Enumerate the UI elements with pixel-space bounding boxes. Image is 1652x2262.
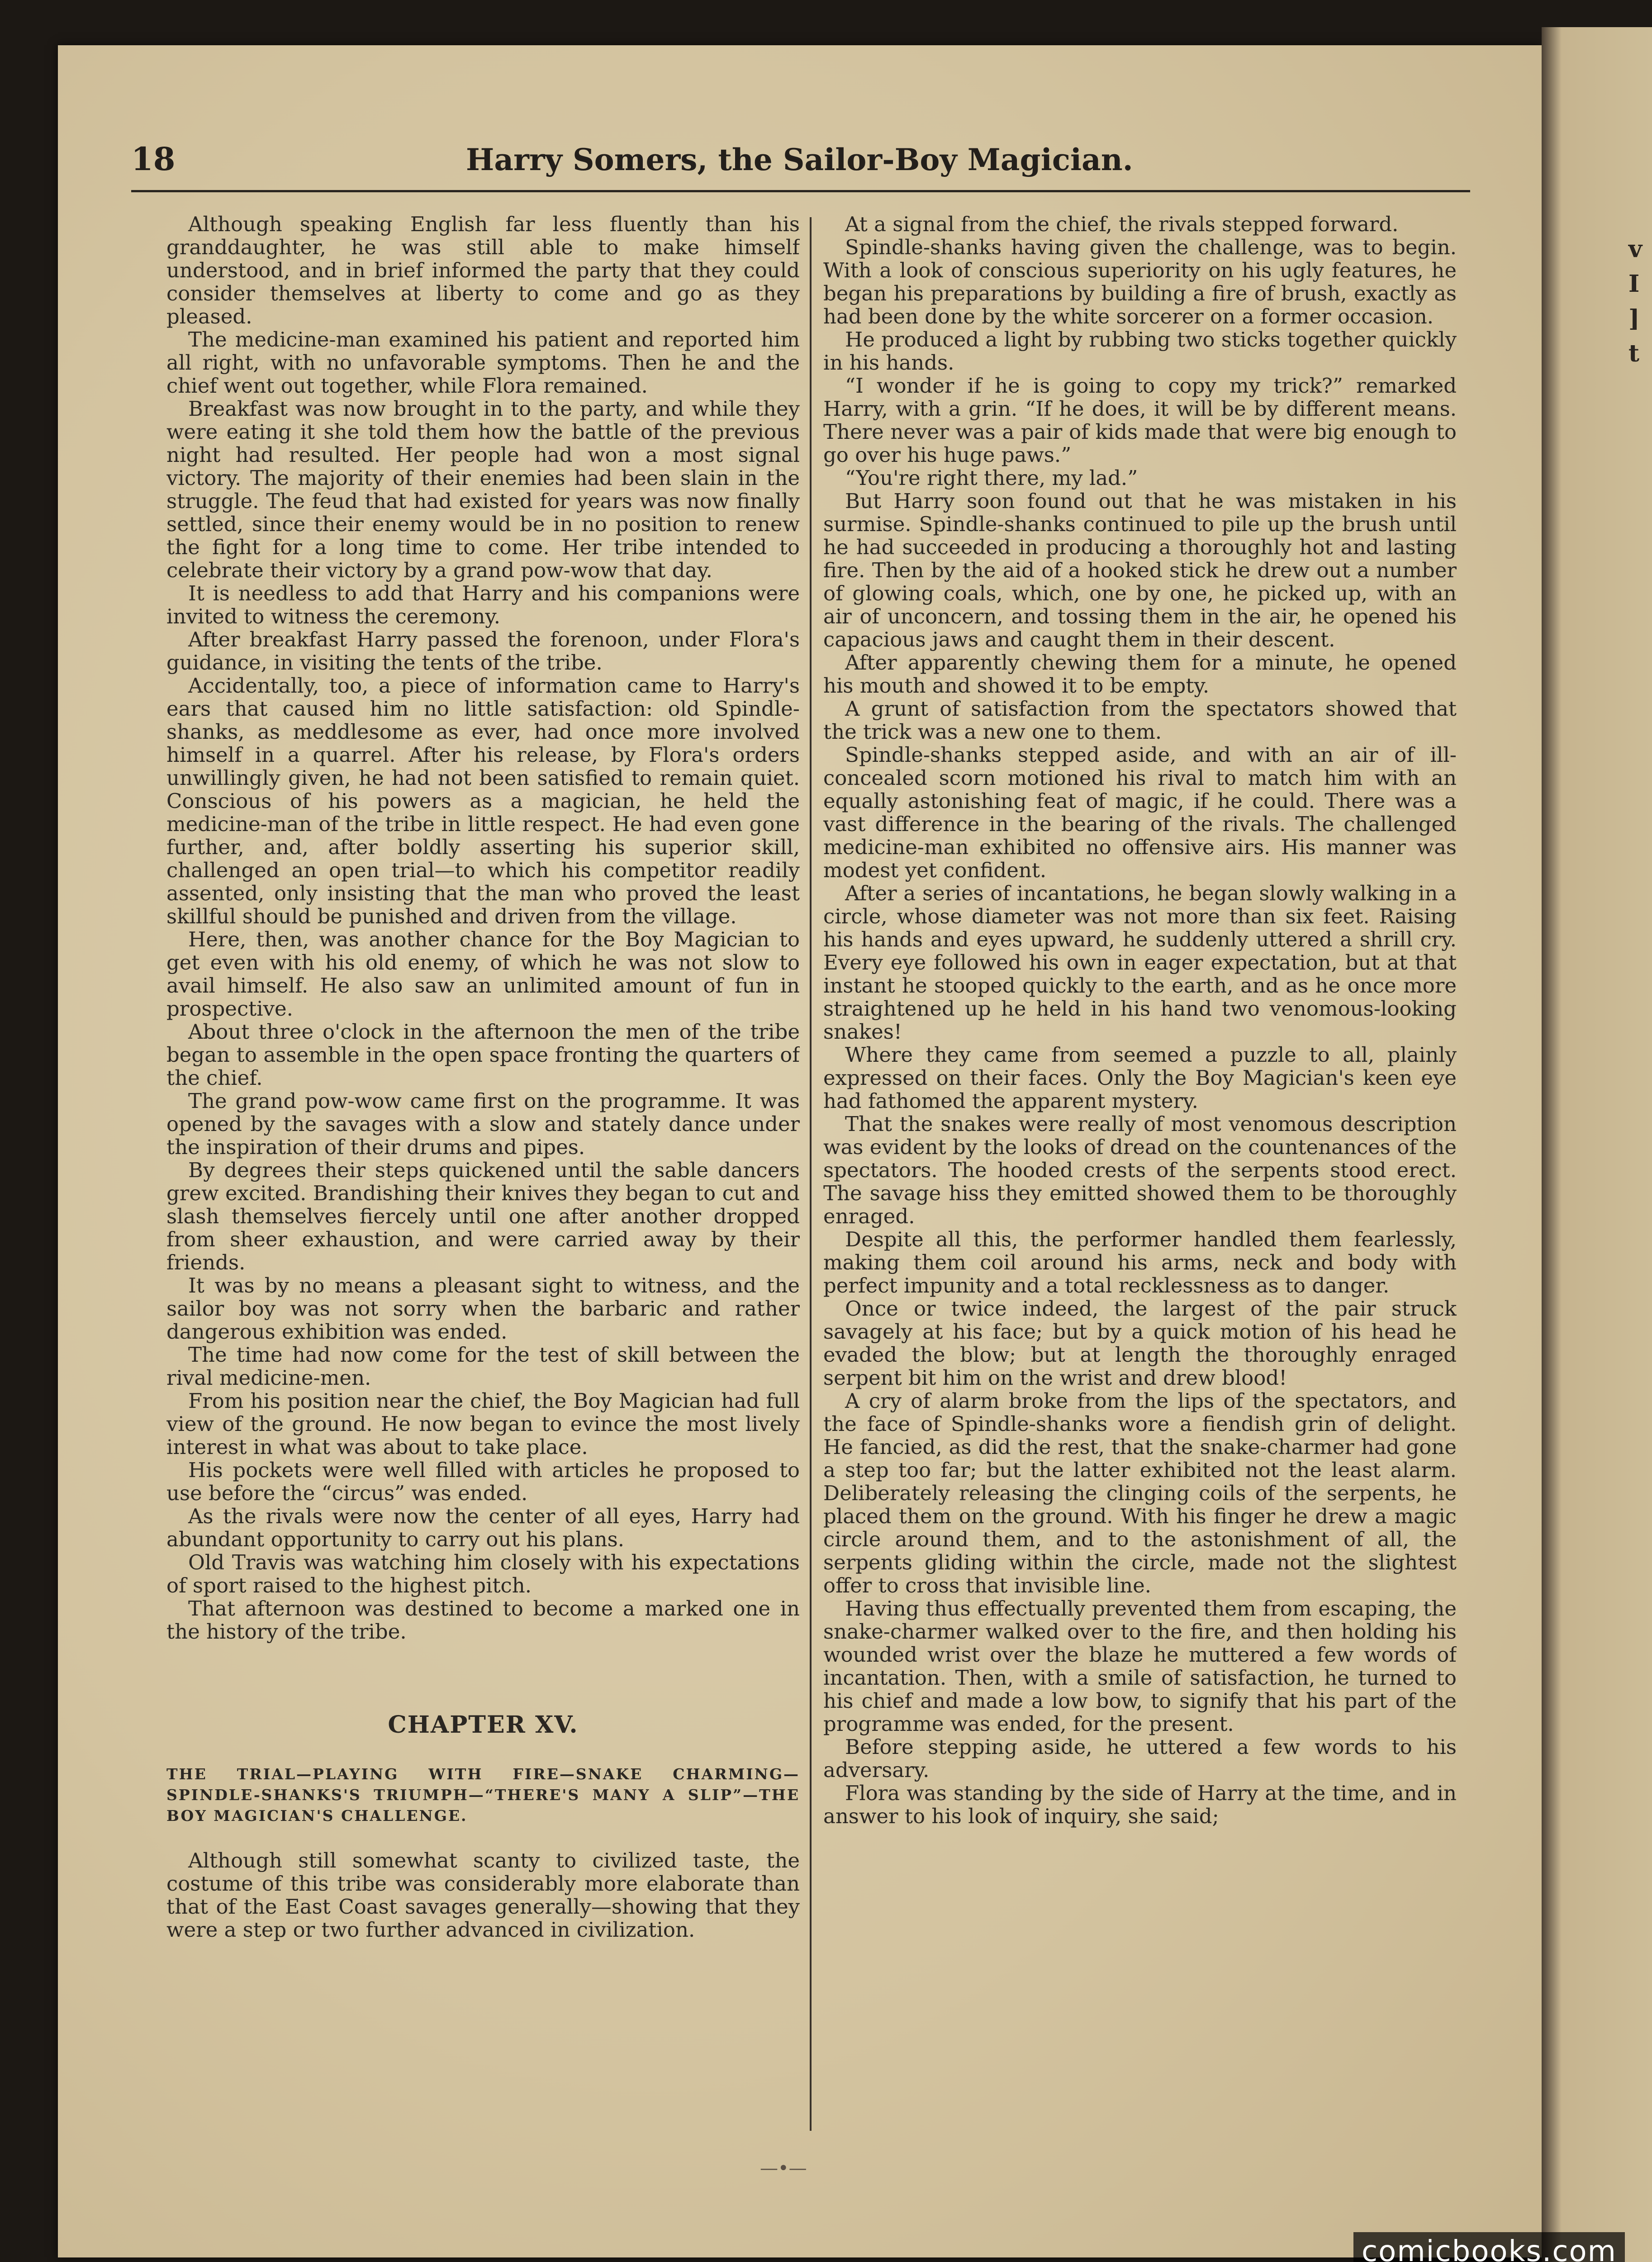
paragraph: As the rivals were now the center of all eyes, Harry had abundant opportunity to carry out his plans. bbox=[166, 1504, 800, 1551]
paragraph: After a series of incantations, he began slowly walking in a circle, whose diameter was not more than six feet. Raising his hands and eyes upward, he suddenly uttered a shrill cry. Every eye followed his own in eager expectation, but at that instant he stooped quickly to the earth, and as he once more straightened up he held in his hand two venomous-looking snakes! bbox=[823, 881, 1457, 1044]
paragraph: Spindle-shanks stepped aside, and with an air of ill-concealed scorn motioned his rival to match him with an equally astonishing feat of magic, if he could. There was a vast difference in the bearing of the rivals. The challenged medicine-man exhibited no offensive airs. His manner was modest yet confident. bbox=[823, 743, 1457, 882]
paragraph: Accidentally, too, a piece of information came to Harry's ears that caused him no little satisfaction: old Spindle-shanks, as meddlesome as ever, had once more involved himself in a quarrel. After his release, by Flora's orders unwillingly given, he had not been satisfied to remain quiet. Conscious of his powers as a magician, he held the medicine-man of the tribe in little respect. He had even gone further, and, after boldly asserting his superior skill, challenged an open trial—to which his competitor readily assented, only insisting that the man who proved the least skillful should be punished and driven from the village. bbox=[166, 674, 800, 928]
paragraph: He produced a light by rubbing two sticks together quickly in his hands. bbox=[823, 328, 1457, 375]
paragraph: It is needless to add that Harry and his companions were invited to witness the ceremony. bbox=[166, 581, 800, 628]
paragraph: Before stepping aside, he uttered a few words to his adversary. bbox=[823, 1735, 1457, 1782]
margin-fragment: I bbox=[1628, 270, 1640, 298]
column-divider bbox=[810, 217, 812, 2131]
paragraph: The grand pow-wow came first on the programme. It was opened by the savages with a slow and stately dance under the inspiration of their drums and pipes. bbox=[166, 1089, 800, 1159]
chapter-title: CHAPTER XV. bbox=[388, 1711, 579, 1739]
paragraph: After apparently chewing them for a minute, he opened his mouth and showed it to be empty. bbox=[823, 651, 1457, 698]
paragraph: Although speaking English far less fluently than his granddaughter, he was still able to make himself understood, and in brief informed the party that they could consider themselves at liberty to come and go as they pleased. bbox=[166, 213, 800, 328]
paragraph: About three o'clock in the afternoon the men of the tribe began to assemble in the open space fronting the quarters of the chief. bbox=[166, 1020, 800, 1090]
paragraph: Here, then, was another chance for the Boy Magician to get even with his old enemy, of which he was not slow to avail himself. He also saw an unlimited amount of fun in prospective. bbox=[166, 927, 800, 1021]
margin-fragment: ] bbox=[1628, 305, 1640, 333]
right-column bbox=[823, 213, 1457, 2113]
paragraph: The medicine-man examined his patient and reported him all right, with no unfavorable symptoms. Then he and the chief went out together, while Flora remained. bbox=[166, 328, 800, 398]
paragraph: Having thus effectually prevented them from escaping, the snake-charmer walked over to the fire, and then holding his wounded wrist over the blaze he muttered a few words of incantation. Then, with a smile of satisfaction, he turned to his chief and made a low bow, to signify that his part of the programme was ended, for the present. bbox=[823, 1597, 1457, 1736]
footer-ornament: —•— bbox=[760, 2158, 807, 2179]
left-column bbox=[166, 213, 800, 2113]
paragraph: That afternoon was destined to become a marked one in the history of the tribe. bbox=[166, 1597, 800, 1644]
chapter-summary: THE TRIAL—PLAYING WITH FIRE—SNAKE CHARMING—SPINDLE-SHANKS'S TRIUMPH—“THERE'S MANY A SLIP”—THE BOY MAGICIAN'S CHALLENGE. bbox=[166, 1765, 800, 1825]
paragraph: Once or twice indeed, the largest of the pair struck savagely at his face; but by a quick motion of his head he evaded the blow; but at length the thoroughly enraged serpent bit him on the wrist and drew blood! bbox=[823, 1297, 1457, 1390]
paragraph: But Harry soon found out that he was mistaken in his surmise. Spindle-shanks continued to pile up the brush until he had succeeded in producing a thoroughly hot and lasting fire. Then by the aid of a hooked stick he drew out a number of glowing coals, which, one by one, he picked up, with an air of unconcern, and tossing them in the air, he opened his capacious jaws and caught them in their descent. bbox=[823, 489, 1457, 651]
page-number: 18 bbox=[131, 140, 176, 178]
paragraph: Old Travis was watching him closely with his expectations of sport raised to the highest pitch. bbox=[166, 1550, 800, 1597]
paragraph: From his position near the chief, the Boy Magician had full view of the ground. He now began to evince the most lively interest in what was about to take place. bbox=[166, 1389, 800, 1459]
margin-fragment: v bbox=[1628, 235, 1643, 263]
paragraph: A cry of alarm broke from the lips of the spectators, and the face of Spindle-shanks wore a fiendish grin of delight. He fancied, as did the rest, that the snake-charmer had gone a step too far; but the latter exhibited not the least alarm. Deliberately releasing the clinging coils of the serpents, he placed them on the ground. With his finger he drew a magic circle around them, and to the astonishment of all, the serpents gliding within the circle, made not the slightest offer to cross that invisible line. bbox=[823, 1389, 1457, 1597]
paragraph: Spindle-shanks having given the challenge, was to begin. With a look of conscious superiority on his ugly features, he began his preparations by building a fire of brush, exactly as had been done by the white sorcerer on a former occasion. bbox=[823, 235, 1457, 328]
paragraph: “You're right there, my lad.” bbox=[845, 466, 1138, 490]
paragraph: Flora was standing by the side of Harry at the time, and in answer to his look of inquiry, she said; bbox=[823, 1781, 1457, 1828]
paragraph: Where they came from seemed a puzzle to all, plainly expressed on their faces. Only the Boy Magician's keen eye had fathomed the apparent mystery. bbox=[823, 1043, 1457, 1113]
paragraph: After breakfast Harry passed the forenoon, under Flora's guidance, in visiting the tents of the tribe. bbox=[166, 627, 800, 675]
paragraph: The time had now come for the test of skill between the rival medicine-men. bbox=[166, 1343, 800, 1390]
running-title: Harry Somers, the Sailor-Boy Magician. bbox=[466, 142, 1133, 177]
paragraph: At a signal from the chief, the rivals stepped forward. bbox=[845, 213, 1399, 236]
margin-fragment: t bbox=[1628, 340, 1640, 367]
chapter-opening-paragraph: Although still somewhat scanty to civilized taste, the costume of this tribe was considerably more elaborate than that of the East Coast savages generally—showing that they were a step or two further advanced in civilization. bbox=[166, 1849, 800, 1942]
left-column-paragraphs bbox=[166, 213, 800, 1643]
watermark: comicbooks.com bbox=[1353, 2232, 1625, 2262]
paragraph: Despite all this, the performer handled them fearlessly, making them coil around his arms, neck and body with perfect impunity and a total recklessness as to danger. bbox=[823, 1227, 1457, 1297]
paragraph: Breakfast was now brought in to the party, and while they were eating it she told them how the battle of the previous night had resulted. Her people had won a most signal victory. The majority of their enemies had been slain in the struggle. The feud that had existed for years was now finally settled, since their enemy would be in no position to renew the fight for a long time to come. Her tribe intended to celebrate their victory by a grand pow-wow that day. bbox=[166, 397, 800, 582]
paragraph: It was by no means a pleasant sight to witness, and the sailor boy was not sorry when the barbaric and rather dangerous exhibition was ended. bbox=[166, 1274, 800, 1344]
paragraph: “I wonder if he is going to copy my trick?” remarked Harry, with a grin. “If he does, it will be by different means. There never was a pair of kids made that were big enough to go over his huge paws.” bbox=[823, 374, 1457, 467]
paragraph: His pockets were well filled with articles he proposed to use before the “circus” was ended. bbox=[166, 1458, 800, 1505]
next-page-margin-fragments bbox=[1628, 235, 1647, 375]
paragraph: That the snakes were really of most venomous description was evident by the looks of dread on the countenances of the spectators. The hooded crests of the serpents stood erect. The savage hiss they emitted showed them to be thoroughly enraged. bbox=[823, 1112, 1457, 1228]
paragraph: A grunt of satisfaction from the spectators showed that the trick was a new one to them. bbox=[823, 697, 1457, 744]
right-column-paragraphs bbox=[823, 213, 1457, 1828]
paragraph: By degrees their steps quickened until the sable dancers grew excited. Brandishing their knives they began to cut and slash themselves fiercely until one after another dropped from sheer exhaustion, and were carried away by their friends. bbox=[166, 1158, 800, 1274]
page-header bbox=[131, 136, 1470, 192]
